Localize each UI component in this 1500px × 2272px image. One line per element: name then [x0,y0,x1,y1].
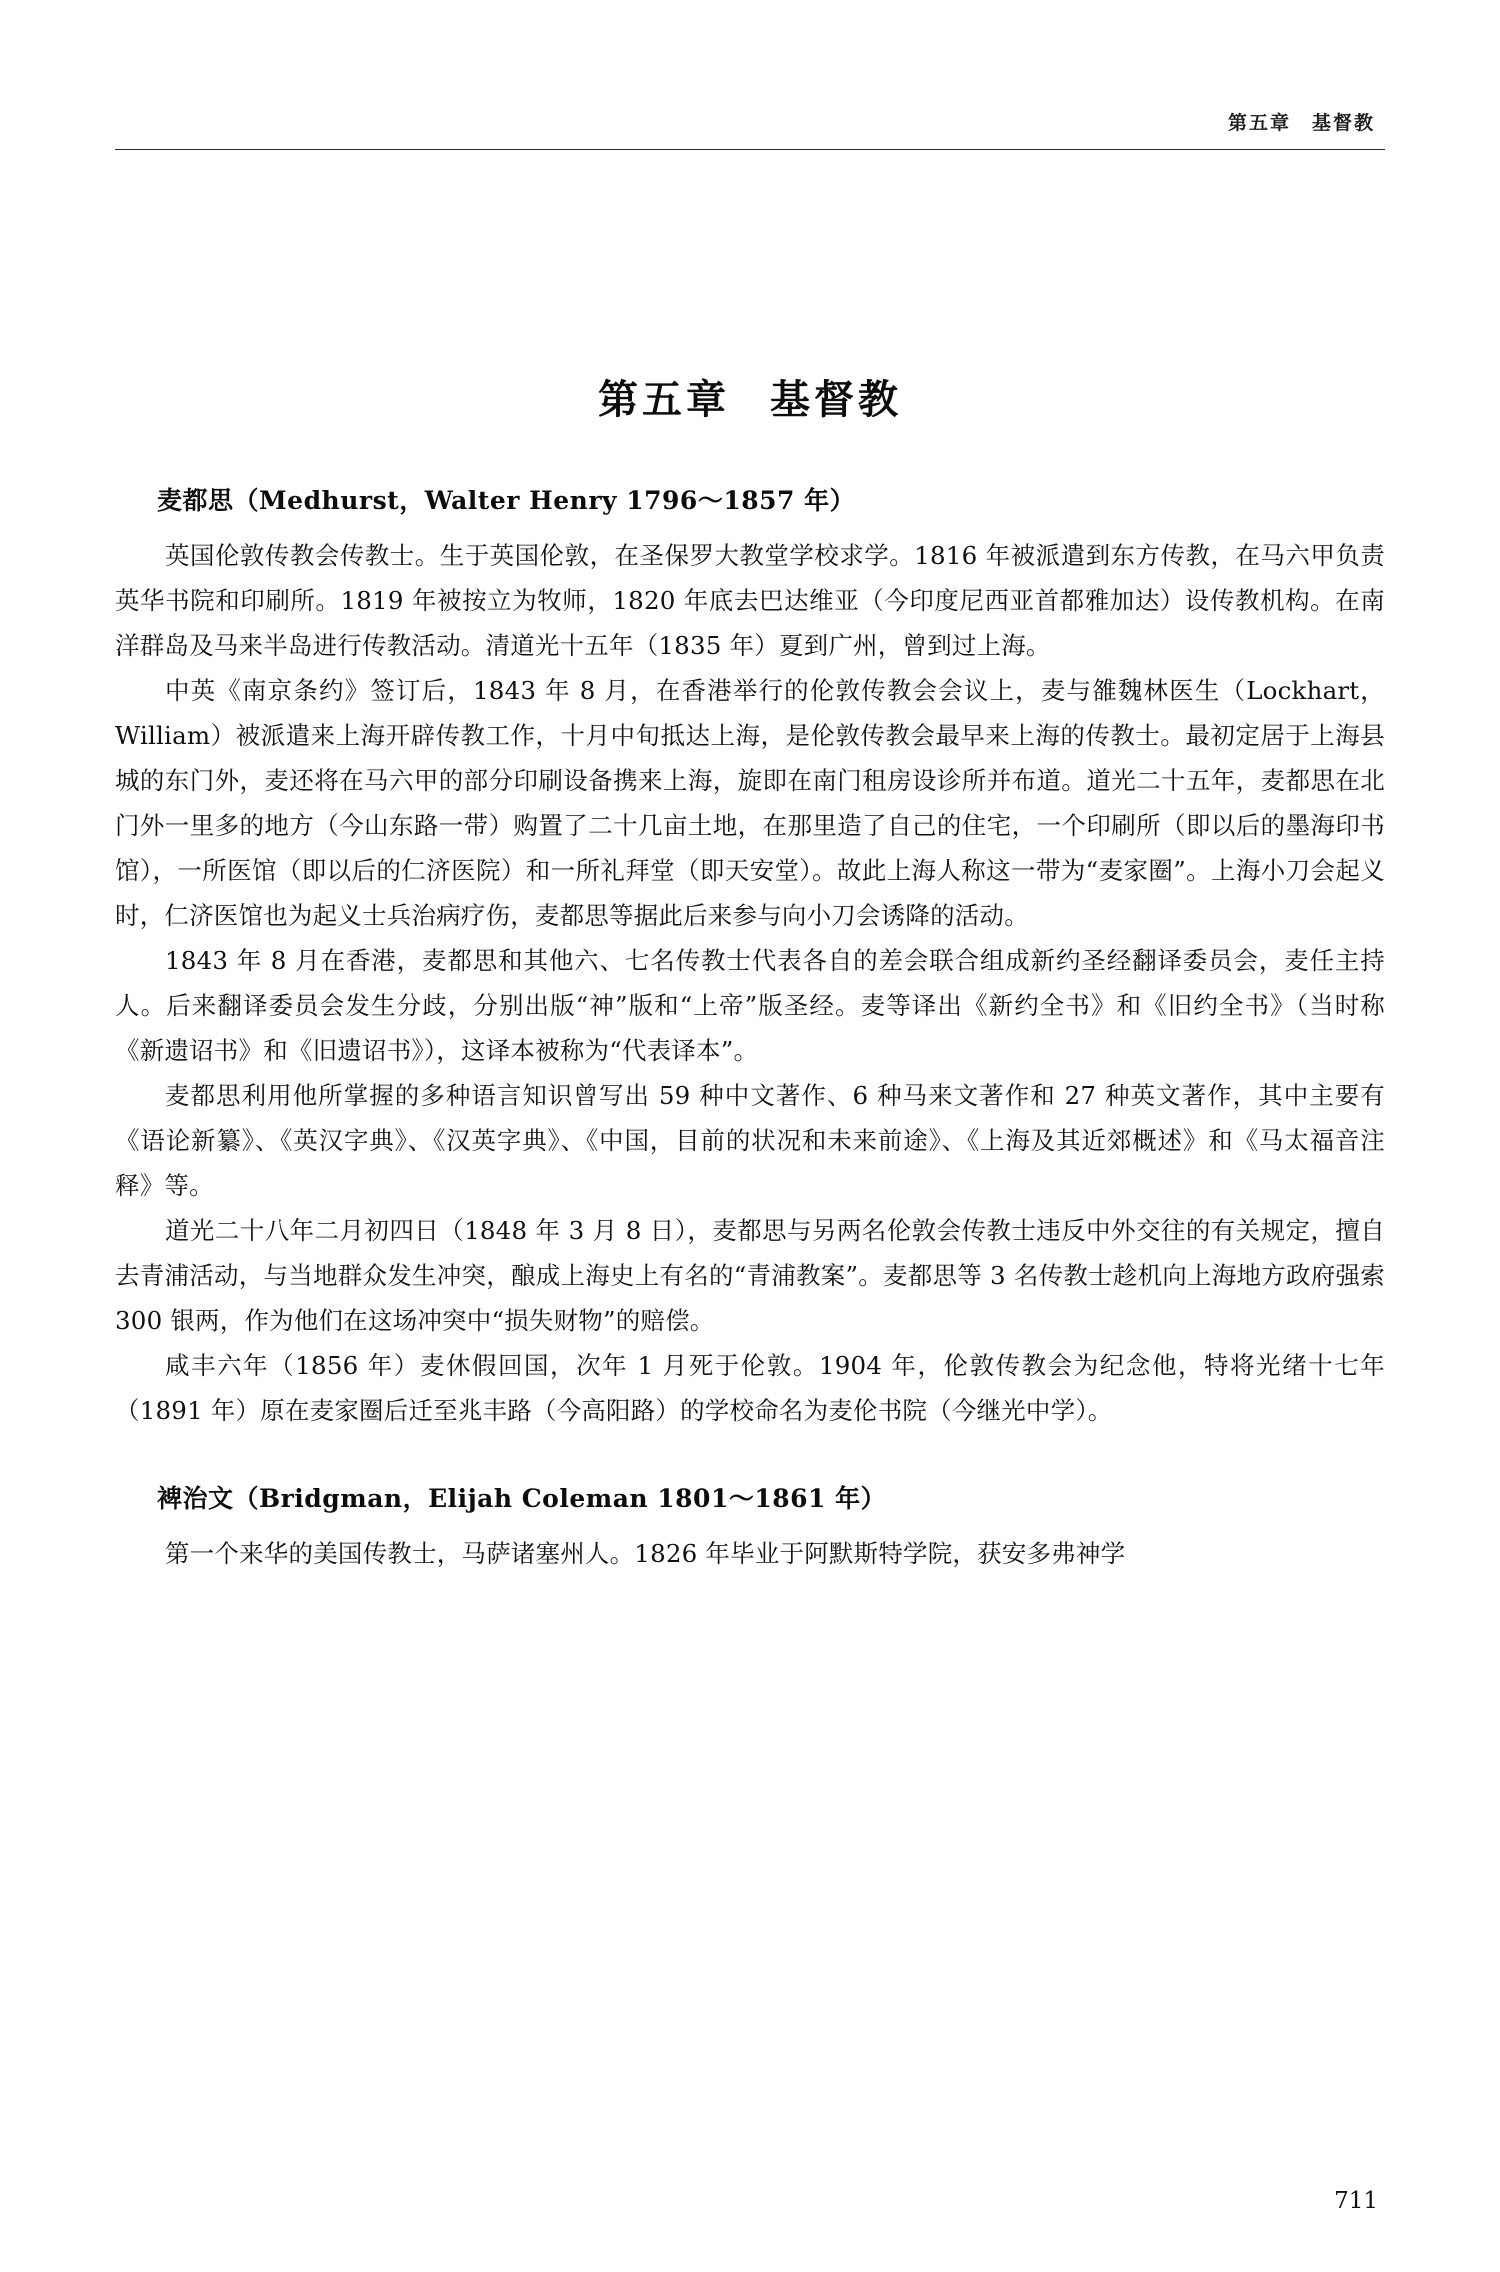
paragraph: 中英《南京条约》签订后，1843 年 8 月，在香港举行的伦敦传教会会议上，麦与雒魏林医生（Lockhart，William）被派遣来上海开辟传教工作，十月中旬抵达上海，是伦敦传教会最早来上海的传教士。最初定居于上海县城的东门外，麦还将在马六甲的部分印刷设备携来上海，旋即在南门租房设诊所并布道。道光二十五年，麦都思在北门外一里多的地方（今山东路一带）购置了二十几亩土地，在那里造了自己的住宅，一个印刷所（即以后的墨海印书馆），一所医馆（即以后的仁济医院）和一所礼拜堂（即天安堂）。故此上海人称这一带为“麦家圈”。上海小刀会起义时，仁济医馆也为起义士兵治病疗伤，麦都思等据此后来参与向小刀会诱降的活动。 [115,676,1385,930]
paragraph: 咸丰六年（1856 年）麦休假回国，次年 1 月死于伦敦。1904 年，伦敦传教会为纪念他，特将光绪十七年（1891 年）原在麦家圈后迁至兆丰路（今高阳路）的学校命名为麦伦书院（今继光中学）。 [115,1351,1385,1425]
entry-heading-medhurst: 麦都思（Medhurst，Walter Henry 1796～1857 年） [157,486,856,515]
paragraph: 道光二十八年二月初四日（1848 年 3 月 8 日），麦都思与另两名伦敦会传教士违反中外交往的有关规定，擅自去青浦活动，与当地群众发生冲突，酿成上海史上有名的“青浦教案”。麦都思等 3 名传教士趁机向上海地方政府强索 300 银两，作为他们在这场冲突中“损失财物”的赔偿。 [115,1216,1385,1335]
chapter-name: 基督教 [770,376,902,423]
paragraph: 第一个来华的美国传教士，马萨诸塞州人。1826 年毕业于阿默斯特学院，获安多弗神学 [165,1539,1126,1568]
page-number: 711 [1334,2188,1378,2214]
running-head: 第五章 基督教 [1227,112,1375,134]
paragraph: 英国伦敦传教会传教士。生于英国伦敦，在圣保罗大教堂学校求学。1816 年被派遣到东方传教，在马六甲负责英华书院和印刷所。1819 年被按立为牧师，1820 年底去巴达维亚（今印度尼西亚首都雅加达）设传教机构。在南洋群岛及马来半岛进行传教活动。清道光十五年（1835 年）夏到广州，曾到过上海。 [115,541,1385,660]
paragraph: 麦都思利用他所掌握的多种语言知识曾写出 59 种中文著作、6 种马来文著作和 27 种英文著作，其中主要有《语论新纂》、《英汉字典》、《汉英字典》、《中国，目前的状况和未来前途》、《上海及其近郊概述》和《马太福音注释》等。 [115,1081,1385,1200]
paragraph: 1843 年 8 月在香港，麦都思和其他六、七名传教士代表各自的差会联合组成新约圣经翻译委员会，麦任主持人。后来翻译委员会发生分歧，分别出版“神”版和“上帝”版圣经。麦等译出《新约全书》和《旧约全书》（当时称《新遗诏书》和《旧遗诏书》），这译本被称为“代表译本”。 [115,946,1385,1065]
chapter-number: 第五章 [598,376,730,423]
header-divider [115,149,1385,150]
entry-body-bridgman [115,1531,1385,1576]
entry-body-medhurst [115,533,1385,1433]
entry-heading-bridgman: 裨治文（Bridgman，Elijah Coleman 1801～1861 年） [157,1484,887,1513]
page-title [115,368,1385,425]
